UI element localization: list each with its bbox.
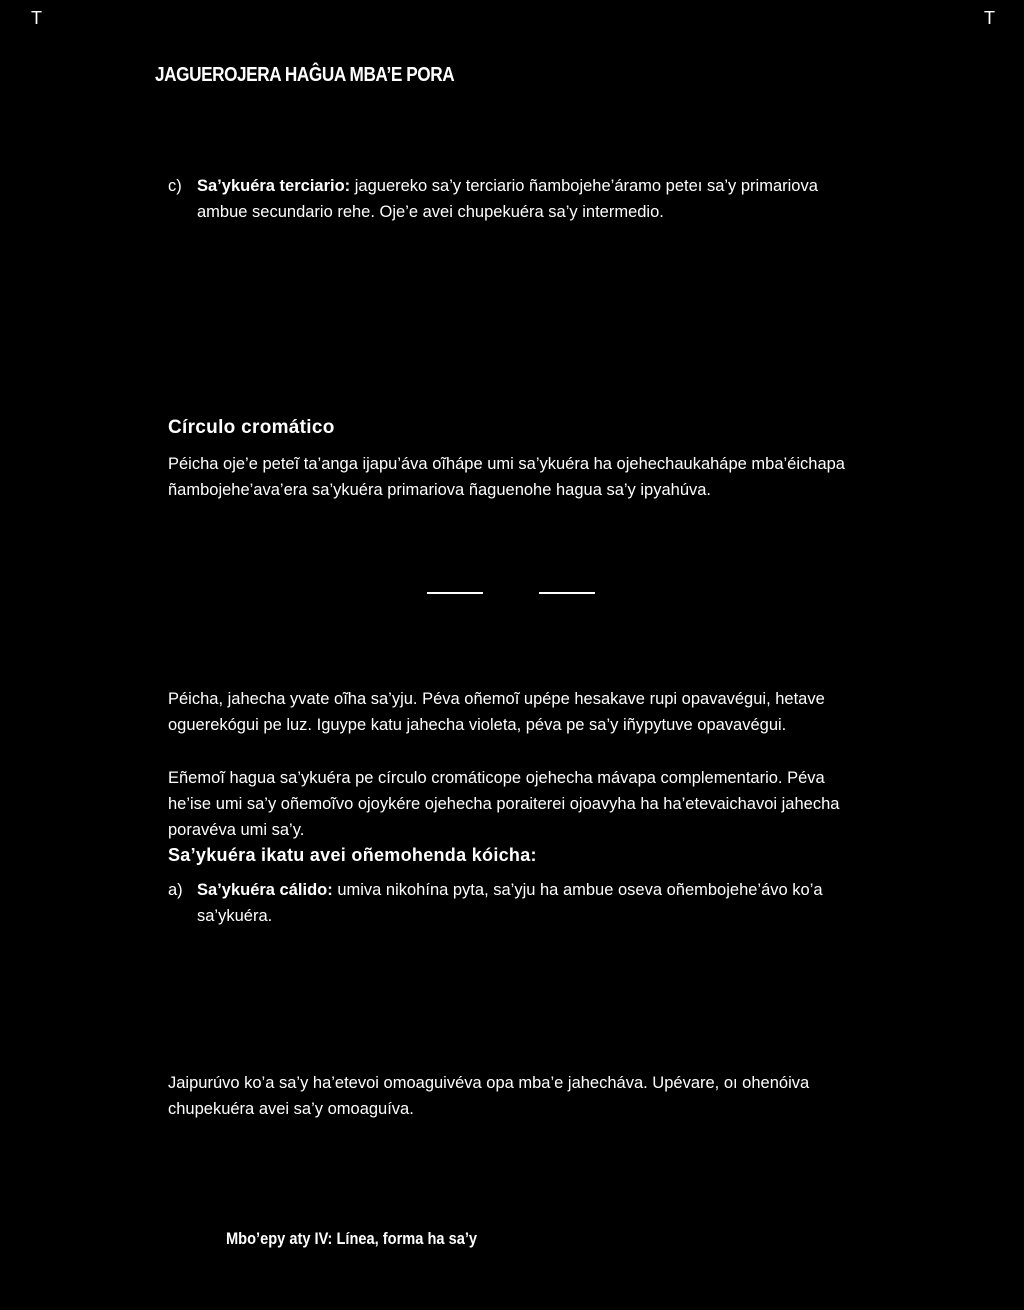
figure-rule-left [427,592,483,594]
running-footer: Mbo’epy aty IV: Línea, forma ha sa’y [226,1229,478,1248]
term-calido: Sa’ykuéra cálido: [197,881,333,899]
page-corner-mark-right: T [984,8,995,28]
section-heading-circulo: Círculo cromático [168,417,335,438]
subheading-kinds: Sa’ykuéra ikatu avei oñemohenda kóicha: [168,845,537,865]
page-corner-mark-left: T [31,8,42,28]
paragraph-sayju: Péicha, jahecha yvate oĩha sa’yju. Péva oñemoĩ upépe hesakave rupi opavavégui, hetave oguerekógui pe luz. Iguype katu jahecha violeta, péva pe sa’y iñypytuve opavavégui. [168,690,825,734]
definition-calido: umiva nikohína pyta, sa’yju ha ambue oseva oñembojehe’ávo ko’a sa’ykuéra. [197,881,823,925]
paragraph-complementario: Eñemoĩ hagua sa’ykuéra pe círculo cromáticope ojehecha mávapa complementario. Péva he’ise umi sa’y oñemoĩvo ojoykére ojehecha poraiterei ojoavyha ha ha’etevaichavoi jahecha poravéva umi sa’y. [168,769,840,839]
list-item-terciario [168,173,868,225]
list-marker: c) [168,177,182,195]
figure-rule-right [539,592,595,594]
list-item-calido [168,877,868,929]
paragraph-closing: Jaipurúvo ko’a sa’y ha’etevoi omoaguivéva opa mba’e jahecháva. Upévare, oı ohenóiva chupekuéra avei sa’y omoaguíva. [168,1074,810,1118]
paragraph-circulo-intro: Péicha oje’e peteĩ ta’anga ijapu’áva oĩhápe umi sa’ykuéra ha ojehechaukahápe mba’éichapa ñambojehe’ava’era sa’ykuéra primariova ñaguenohe hagua sa’y ipyahúva. [168,455,845,499]
running-header: JAGUEROJERA HAĜUA MBA’E PORA [155,64,455,86]
term-terciario: Sa’ykuéra terciario: [197,177,351,195]
list-marker: a) [168,881,183,899]
definition-terciario: jaguereko sa’y terciario ñambojehe’áramo peteı sa’y primariova ambue secundario rehe. Oje’e avei chupekuéra sa’y intermedio. [197,177,818,221]
